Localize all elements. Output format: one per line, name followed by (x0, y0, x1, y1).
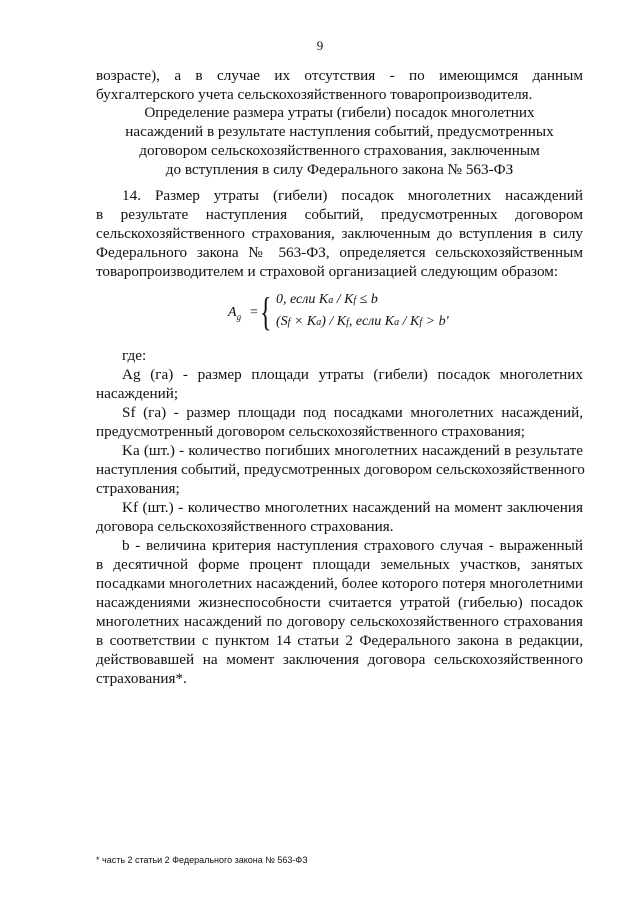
definition-sf: Sf (га) - размер площади под посадками многолетних насаждений, (122, 404, 583, 421)
definition-kf-cont: договора сельскохозяйственного страхования. (96, 518, 394, 535)
definition-b-cont: насаждениями жизнеспособности считается утратой (гибелью) посадок (96, 594, 583, 611)
paragraph-14-line: сельскохозяйственного страхования, заключенным до вступления в силу (96, 225, 583, 242)
definition-b-cont: многолетних насаждений по договору сельскохозяйственного страхования (96, 613, 583, 630)
section-heading-line: насаждений в результате наступления событий, предусмотренных (125, 123, 554, 140)
definition-b-cont: в десятичной форме процент площади земельных участков, занятых (96, 556, 583, 573)
definition-b-cont: действовавшей на момент заключения договора сельскохозяйственного (96, 651, 583, 668)
paragraph-14-line: Федерального закона № 563-ФЗ, определяется сельскохозяйственным (96, 244, 583, 261)
section-heading-line: договором сельскохозяйственного страхования, заключенным (139, 142, 540, 159)
footnote: * часть 2 статьи 2 Федерального закона № 563-ФЗ (96, 855, 308, 865)
definition-ka-cont: страхования; (96, 480, 180, 497)
text-line: возрасте), а в случае их отсутствия - по имеющимся данным (96, 67, 583, 84)
definition-b-cont: в соответствии с пунктом 14 статьи 2 Федерального закона в редакции, (96, 632, 583, 649)
page-number: 9 (316, 38, 324, 53)
section-heading-line: до вступления в силу Федерального закона № 563-ФЗ (165, 161, 514, 178)
definition-ka-cont: наступления событий, предусмотренных договором сельскохозяйственного (96, 461, 585, 478)
paragraph-14-line: 14. Размер утраты (гибели) посадок многолетних насаждений (122, 187, 583, 204)
definition-sf-cont: предусмотренный договором сельскохозяйственного страхования; (96, 423, 526, 440)
paragraph-14-line: товаропроизводителем и страховой организацией следующим образом: (96, 263, 559, 280)
formula-equals: = (250, 305, 258, 320)
where-label: где: (122, 347, 147, 364)
paragraph-14-line: в результате наступления событий, предусмотренных договором (96, 206, 583, 223)
definition-ag: Ag (га) - размер площади утраты (гибели) посадок многолетних (122, 366, 583, 383)
formula (228, 289, 468, 340)
formula-lhs: $A_g$ (228, 305, 242, 322)
formula-case-1: 0, если Ka / Kf ≤ b (276, 292, 378, 307)
definition-b-cont: посадками многолетних насаждений, более которого потеря многолетними (96, 575, 583, 592)
section-heading-line: Определение размера утраты (гибели) посадок многолетних (144, 104, 535, 121)
definition-ka: Ka (шт.) - количество погибших многолетних насаждений в результате (122, 442, 583, 459)
text-line: бухгалтерского учета сельскохозяйственного товаропроизводителя. (96, 86, 533, 103)
definition-b: b - величина критерия наступления страхового случая - выраженный (122, 537, 583, 554)
definition-b-cont: страхования*. (96, 670, 187, 687)
formula-case-2: (Sf × Ka) / Kf, если Ka / Kf > b' (276, 314, 449, 329)
definition-ag-cont: насаждений; (96, 385, 179, 402)
definition-kf: Kf (шт.) - количество многолетних насаждений на момент заключения (122, 499, 583, 516)
formula-brace: { (260, 289, 272, 334)
